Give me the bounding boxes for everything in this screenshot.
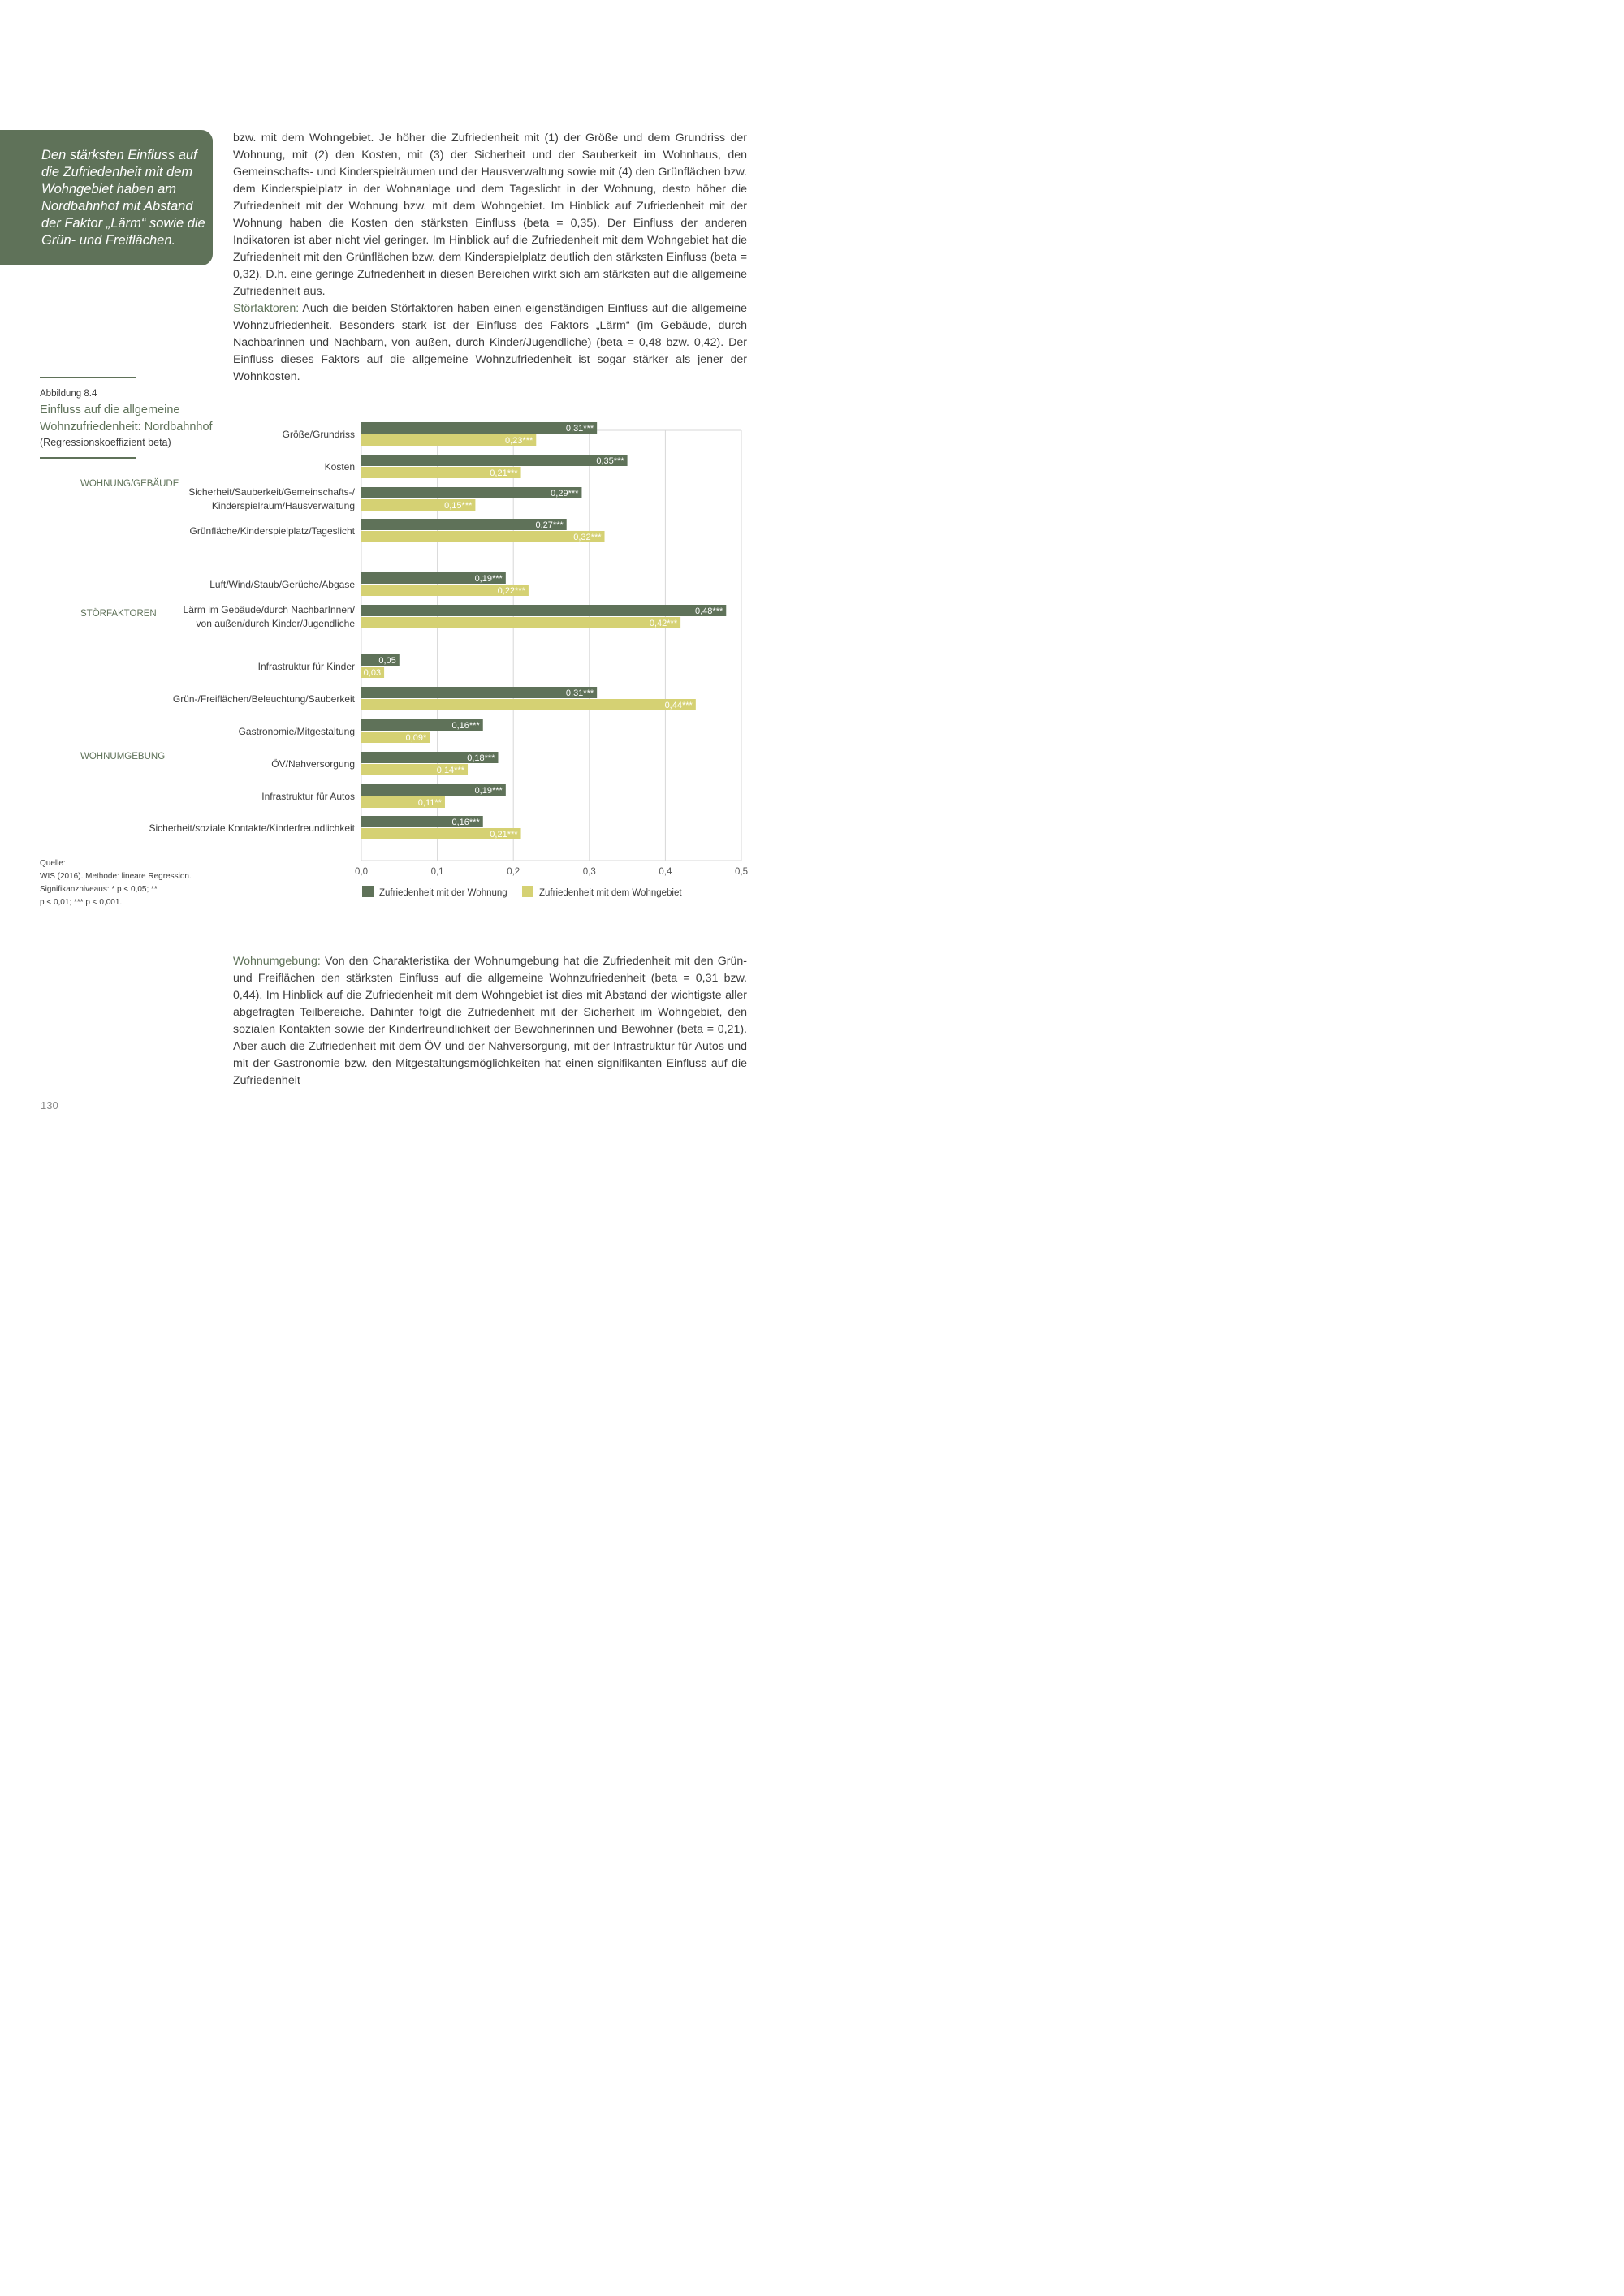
paragraph-3-text: Von den Charakteristika der Wohnumgebung hat die Zufriedenheit mit den Grün- und Freiflächen den stärksten Einfluss auf die allgemeine Wohnzufriedenheit (beta = 0,31 bzw. 0,44). Im Hinblick auf die Zufriedenheit mit dem Wohngebiet ist dies mit Abstand der wichtigste aller abgefragten Teilbereiche. Dahinter folgt die Zufriedenheit mit der Sicherheit im Wohngebiet, den sozialen Kontakten sowie der Kinderfreundlichkeit der Bewohnerinnen und Bewohner (beta = 0,21). Aber auch die Zufriedenheit mit dem ÖV und der Nahversorgung, mit der Infrastruktur für Autos und mit der Gastronomie bzw. den Mitgestaltungsmöglichkeiten hat einen signifikanten Einfluss auf die Zufriedenheit (233, 955, 747, 1087)
figure-title-line-2: Wohnzufriedenheit: Nordbahnhof (40, 420, 213, 434)
bar-value-label: 0,31*** (565, 688, 594, 698)
category-label: von außen/durch Kinder/Jugendliche (196, 618, 355, 629)
x-tick-label: 0,2 (507, 867, 520, 877)
chart-legend (362, 886, 682, 898)
bar-value-label: 0,32*** (573, 533, 602, 542)
bar-value-label: 0,09* (405, 733, 427, 743)
bar-value-label: 0,29*** (551, 489, 579, 498)
category-label: Grünfläche/Kinderspielplatz/Tageslicht (189, 525, 355, 537)
bar-wohnung (361, 455, 628, 466)
bar-wohnung (361, 422, 597, 434)
paragraph-2-text: Auch die beiden Störfaktoren haben einen eigenständigen Einfluss auf die allgemeine Wohnzufriedenheit. Besonders stark ist der Einfluss des Faktors „Lärm“ (im Gebäude, durch Nachbarinnen und Nachbarn, von außen, durch Kinder/Jugendliche) (beta = 0,48 bzw. 0,42). Der Einfluss dieses Faktors auf die allgemeine Wohnzufriedenheit ist sogar stärker als jener der Wohnkosten. (233, 302, 747, 383)
bar-wohngebiet (361, 617, 680, 628)
figure-source (40, 857, 192, 909)
bar-value-label: 0,05 (378, 656, 396, 666)
paragraph-3-lead: Wohnumgebung: (233, 955, 321, 968)
x-tick-label: 0,5 (735, 867, 748, 877)
figure-subtitle: (Regressionskoeffizient beta) (40, 437, 171, 448)
bar-value-label: 0,35*** (596, 456, 624, 466)
category-label: ÖV/Nahversorgung (271, 758, 355, 770)
bar-wohngebiet (361, 531, 605, 542)
legend-swatch (362, 886, 374, 897)
category-label: Kosten (324, 461, 355, 473)
category-label: Grün-/Freiflächen/Beleuchtung/Sauberkeit (172, 693, 355, 705)
category-label: Gastronomie/Mitgestaltung (238, 726, 355, 737)
category-label: Größe/Grundriss (282, 429, 355, 440)
category-label: Infrastruktur für Autos (261, 791, 355, 802)
category-label: Lärm im Gebäude/durch NachbarInnen/ (183, 604, 355, 615)
paragraph-2-lead: Störfaktoren: (233, 302, 300, 315)
bar-value-label: 0,19*** (474, 574, 503, 584)
bar-value-label: 0,18*** (467, 753, 495, 763)
source-line: p < 0,01; *** p < 0,001. (40, 898, 123, 907)
category-label: Infrastruktur für Kinder (257, 661, 355, 672)
bar-value-label: 0,48*** (695, 606, 723, 616)
paragraph-2 (233, 300, 747, 386)
legend-swatch (522, 886, 533, 897)
bar-value-label: 0,21*** (490, 468, 518, 478)
bar-value-label: 0,15*** (444, 501, 473, 511)
chart-x-ticks (355, 867, 748, 877)
bar-wohnung (361, 487, 581, 498)
callout-text: Den stärksten Einfluss auf die Zufriedenheit mit dem Wohngebiet haben am Nordbahnhof mit Abstand der Faktor „Lärm“ sowie die Grün- und Freiflächen. (41, 148, 205, 248)
legend-label: Zufriedenheit mit dem Wohngebiet (539, 888, 682, 898)
x-tick-label: 0,4 (659, 867, 672, 877)
figure-title-line-1: Einfluss auf die allgemeine (40, 404, 180, 416)
bar-value-label: 0,16*** (451, 818, 480, 827)
legend-label: Zufriedenheit mit der Wohnung (379, 888, 508, 898)
bar-wohngebiet (361, 699, 696, 710)
source-line: Signifikanzniveaus: * p < 0,05; ** (40, 885, 158, 894)
bar-value-label: 0,42*** (649, 619, 678, 628)
bar-value-label: 0,44*** (664, 701, 693, 710)
bar-wohnung (361, 687, 597, 698)
bar-value-label: 0,19*** (474, 786, 503, 796)
category-label: Sicherheit/Sauberkeit/Gemeinschafts-/ (188, 486, 355, 498)
category-label: Luft/Wind/Staub/Gerüche/Abgase (209, 579, 355, 590)
bar-value-label: 0,11** (417, 798, 442, 808)
page-number: 130 (41, 1099, 58, 1111)
category-label: Sicherheit/soziale Kontakte/Kinderfreundlichkeit (149, 822, 355, 834)
bar-value-label: 0,22*** (497, 586, 525, 596)
x-tick-label: 0,1 (430, 867, 444, 877)
figure-rule-top (40, 377, 136, 378)
bar-value-label: 0,23*** (505, 436, 533, 446)
section-label-wohnung: WOHNUNG/GEBÄUDE (80, 479, 179, 489)
x-tick-label: 0,0 (355, 867, 368, 877)
chart-category-labels (149, 429, 356, 834)
bar-value-label: 0,03 (363, 668, 382, 678)
source-line: WIS (2016). Methode: lineare Regression. (40, 872, 192, 881)
bar-value-label: 0,14*** (436, 766, 465, 775)
figure-number: Abbildung 8.4 (40, 389, 97, 399)
section-label-wohnumgebung: WOHNUMGEBUNG (80, 752, 166, 762)
bar-wohnung (361, 605, 726, 616)
bar-value-label: 0,27*** (535, 520, 564, 530)
bar-value-label: 0,31*** (565, 424, 594, 434)
section-label-stoerfaktoren: STÖRFAKTOREN (80, 609, 157, 619)
paragraph-3 (233, 953, 747, 1090)
source-line: Quelle: (40, 859, 66, 868)
bar-chart (0, 422, 812, 909)
bar-value-label: 0,16*** (451, 721, 480, 731)
x-tick-label: 0,3 (582, 867, 596, 877)
category-label: Kinderspielraum/Hausverwaltung (211, 500, 355, 511)
bar-value-label: 0,21*** (490, 830, 518, 839)
paragraph-1: bzw. mit dem Wohngebiet. Je höher die Zufriedenheit mit (1) der Größe und dem Grundriss der Wohnung, mit (2) den Kosten, mit (3) der Sicherheit und der Sauberkeit im Wohnhaus, den Gemeinschafts- und Kinderspielräumen und der Hausverwaltung sowie mit (4) den Grünflächen bzw. dem Kinderspielplatz in der Wohnanlage und dem Tageslicht in der Wohnung, desto höher die Zufriedenheit mit der Wohnung bzw. mit dem Wohngebiet. Im Hinblick auf Zufriedenheit mit der Wohnung haben die Kosten den stärksten Einfluss (beta = 0,35). Der Einfluss der anderen Indikatoren ist aber nicht viel geringer. Im Hinblick auf die Zufriedenheit mit dem Wohngebiet hat die Zufriedenheit mit den Grünflächen bzw. dem Kinderspielplatz deutlich den stärksten Einfluss (beta = 0,32). D.h. eine geringe Zufriedenheit in diesen Bereichen wirkt sich am stärksten auf die allgemeine Zufriedenheit aus. (233, 132, 747, 298)
chart-bars (361, 422, 726, 839)
